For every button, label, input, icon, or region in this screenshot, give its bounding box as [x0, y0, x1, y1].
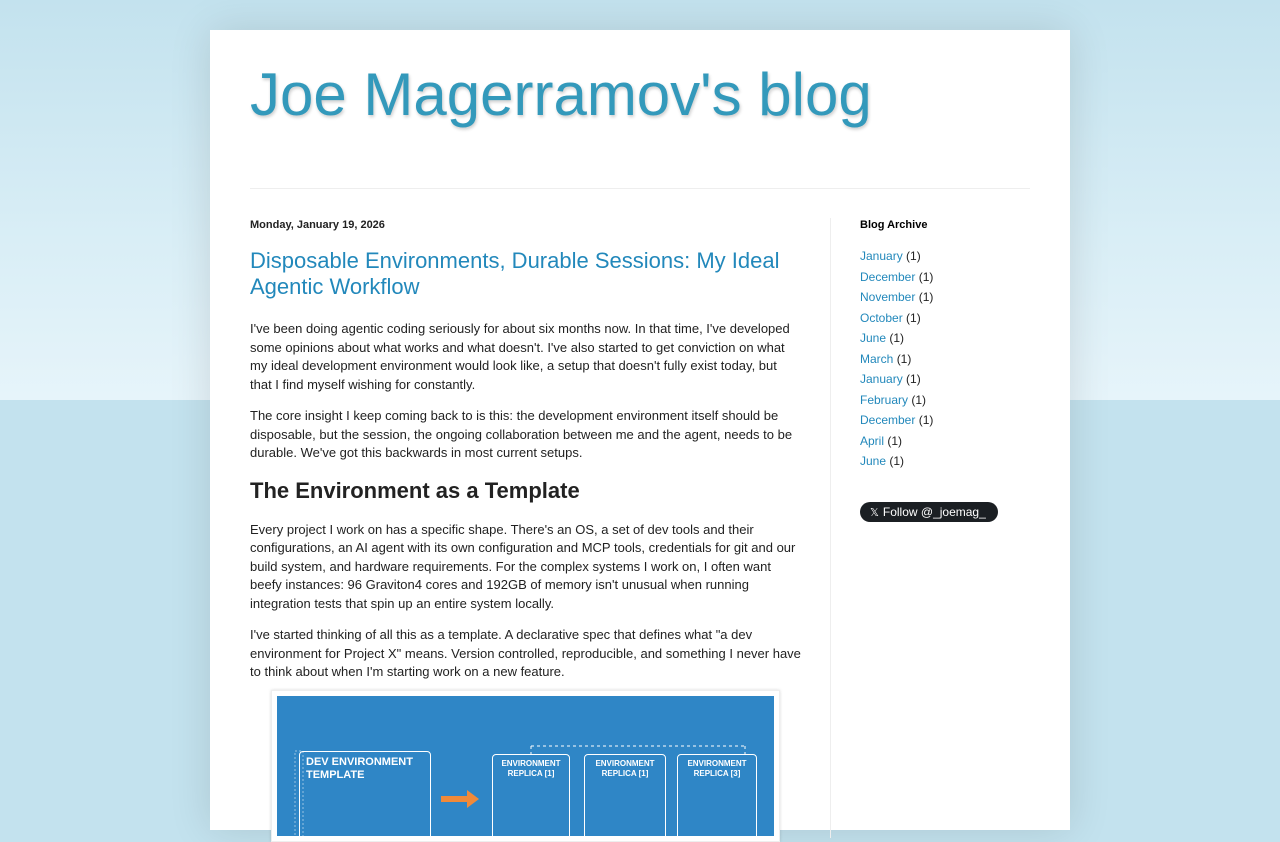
- column-divider: [830, 218, 831, 838]
- archive-count: (1): [887, 433, 903, 448]
- archive-count: (1): [906, 310, 921, 325]
- archive-link[interactable]: January: [860, 372, 903, 386]
- header-divider: [250, 188, 1030, 189]
- post-paragraph: I've been doing agentic coding seriously for about six months now. In that time, I've developed some opinions about what works and what doesn't. I've also started to get conviction on what my ideal development environment would look like, a setup that doesn't fully exist today, but that I find myself wishing for constantly.: [250, 321, 790, 392]
- archive-item: [860, 267, 1030, 288]
- post-paragraph: The core insight I keep coming back to is this: the development environment itself should be disposable, but the session, the ongoing collaboration between me and the agent, needs to be durable. We've got this backwards in most current setups.: [250, 408, 793, 460]
- main-column: [250, 218, 802, 695]
- archive-link[interactable]: June: [860, 331, 887, 345]
- replica-label: ENVIRONMENT REPLICA [1]: [501, 759, 561, 778]
- follow-label: Follow @_joemag_: [882, 504, 986, 519]
- archive-item: [860, 410, 1030, 431]
- replica-box: [492, 754, 570, 836]
- environment-diagram-image: [277, 696, 774, 836]
- archive-link[interactable]: December: [860, 269, 916, 284]
- archive-link[interactable]: January: [860, 249, 903, 263]
- archive-item: [860, 287, 1030, 308]
- archive-count: (1): [918, 269, 934, 284]
- replica-label: ENVIRONMENT REPLICA [1]: [595, 759, 655, 778]
- archive-item: [860, 349, 1030, 370]
- archive-item: [860, 431, 1030, 452]
- post-title[interactable]: Disposable Environments, Durable Sessions: My Ideal Agentic Workflow: [250, 248, 780, 299]
- post-date: Monday, January 19, 2026: [250, 219, 385, 231]
- twitter-bird-icon: 𝕏: [870, 506, 879, 519]
- replica-box: [584, 754, 666, 836]
- archive-count: (1): [906, 249, 921, 263]
- archive-link[interactable]: December: [860, 413, 916, 427]
- archive-count: (1): [896, 351, 912, 366]
- section-heading: The Environment as a Template: [250, 477, 580, 503]
- dev-template-box: [299, 751, 431, 836]
- archive-count: (1): [918, 290, 934, 304]
- post-paragraph: Every project I work on has a specific shape. There's an OS, a set of dev tools and their configurations, an AI agent with its own configuration and MCP tools, credentials for git and our build system, and hardware requirements. For the complex systems I work on, I often want beefy instances: 96 Graviton4 cores and 192GB of memory isn't unusual when running integration tests that spin up an entire system locally.: [250, 521, 796, 611]
- blog-page: [210, 30, 1070, 830]
- archive-item: [860, 308, 1030, 329]
- archive-count: (1): [889, 454, 905, 468]
- replica-box: [677, 754, 757, 836]
- archive-link[interactable]: April: [860, 433, 885, 448]
- archive-list: [860, 246, 1030, 472]
- archive-item: [860, 451, 1030, 472]
- archive-link[interactable]: November: [860, 290, 916, 304]
- archive-item: [860, 390, 1030, 411]
- archive-link[interactable]: March: [860, 351, 894, 366]
- archive-link[interactable]: February: [860, 392, 909, 407]
- post-paragraph: I've started thinking of all this as a template. A declarative spec that defines what "a dev environment for Project X" means. Version controlled, reproducible, and something I never have to think about when I'm starting work on a new feature.: [250, 627, 801, 679]
- archive-title: Blog Archive: [860, 219, 928, 231]
- archive-item: [860, 246, 1030, 267]
- archive-count: (1): [918, 413, 934, 427]
- archive-count: (1): [906, 372, 921, 386]
- post-image-frame[interactable]: [271, 690, 780, 842]
- replica-label: ENVIRONMENT REPLICA [3]: [687, 759, 747, 778]
- archive-count: (1): [911, 392, 927, 407]
- sidebar: [860, 218, 1030, 522]
- archive-item: [860, 369, 1030, 390]
- arrow-icon: [441, 790, 479, 808]
- archive-link[interactable]: June: [860, 454, 887, 468]
- archive-count: (1): [889, 331, 905, 345]
- template-label: DEV ENVIRONMENT TEMPLATE: [306, 756, 413, 781]
- archive-link[interactable]: October: [860, 310, 903, 325]
- twitter-follow-button[interactable]: [860, 502, 998, 522]
- blog-title[interactable]: Joe Magerramov's blog: [250, 61, 872, 128]
- archive-item: [860, 328, 1030, 349]
